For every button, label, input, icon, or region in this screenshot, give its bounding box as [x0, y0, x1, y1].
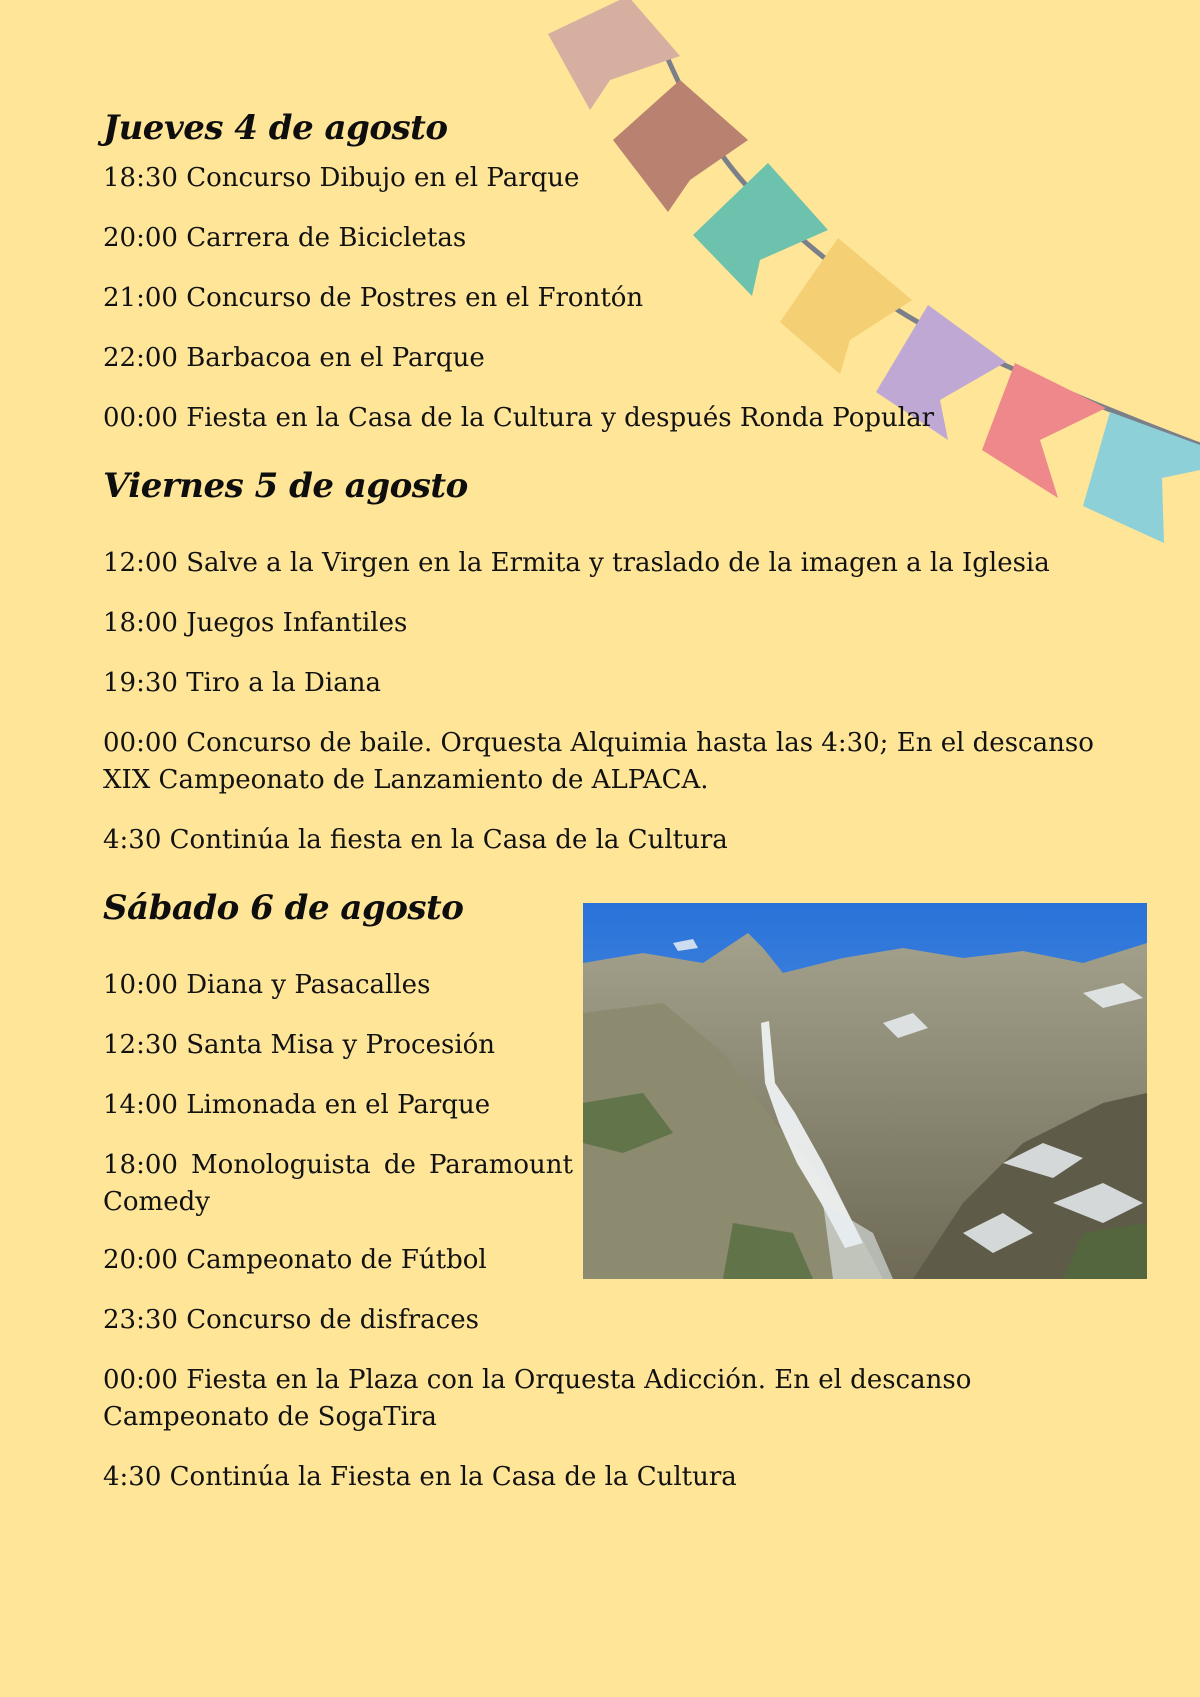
event-item: 12:30 Santa Misa y Procesión — [103, 1030, 496, 1060]
day-heading-viernes: Viernes 5 de agosto — [103, 466, 468, 506]
event-item: 12:00 Salve a la Virgen en la Ermita y traslado de la imagen a la Iglesia — [103, 548, 1050, 578]
flag-4 — [780, 238, 912, 374]
flag-7 — [1083, 412, 1200, 543]
event-item: 22:00 Barbacoa en el Parque — [103, 343, 485, 373]
day-heading-sabado: Sábado 6 de agosto — [103, 888, 464, 928]
event-item: 18:30 Concurso Dibujo en el Parque — [103, 163, 580, 193]
event-item: 00:00 Fiesta en la Casa de la Cultura y después Ronda Popular — [103, 403, 935, 433]
event-item: 20:00 Campeonato de Fútbol — [103, 1245, 487, 1275]
event-item: 00:00 Concurso de baile. Orquesta Alquimia hasta las 4:30; En el descanso XIX Campeonato de Lanzamiento de ALPACA. — [103, 728, 1094, 795]
event-item: 23:30 Concurso de disfraces — [103, 1305, 479, 1335]
event-item: 18:00 Monologuista de Paramount Comedy — [103, 1150, 573, 1217]
event-item: 21:00 Concurso de Postres en el Frontón — [103, 283, 644, 313]
flag-3 — [693, 163, 828, 296]
flag-2 — [613, 80, 748, 212]
event-item: 20:00 Carrera de Bicicletas — [103, 223, 467, 253]
flag-6 — [982, 363, 1106, 498]
event-item: 19:30 Tiro a la Diana — [103, 668, 381, 698]
event-item: 00:00 Fiesta en la Plaza con la Orquesta Adicción. En el descanso Campeonato de SogaTira — [103, 1365, 972, 1432]
event-item: 4:30 Continúa la fiesta en la Casa de la Cultura — [103, 825, 728, 855]
flag-1 — [548, 0, 680, 110]
event-item: 18:00 Juegos Infantiles — [103, 608, 408, 638]
event-item: 4:30 Continúa la Fiesta en la Casa de la Cultura — [103, 1462, 737, 1492]
event-item: 10:00 Diana y Pasacalles — [103, 970, 431, 1000]
day-heading-jueves: Jueves 4 de agosto — [103, 108, 448, 148]
event-item: 14:00 Limonada en el Parque — [103, 1090, 491, 1120]
waterfall-photo — [583, 903, 1147, 1279]
